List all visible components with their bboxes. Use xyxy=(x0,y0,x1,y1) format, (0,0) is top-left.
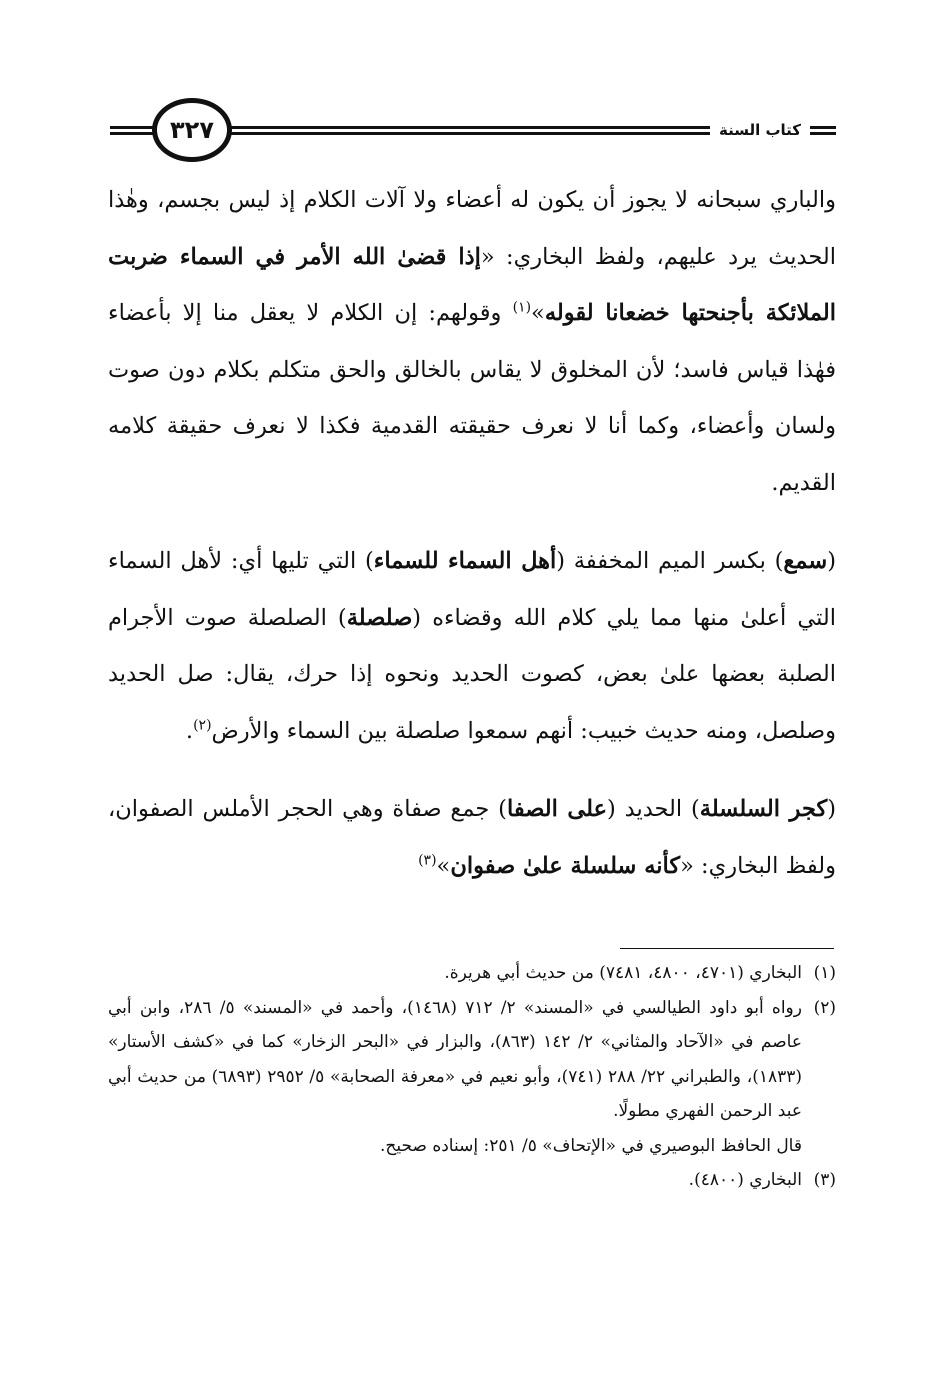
p1-hadith-quote: إذا قضىٰ الله الأمر في السماء ضربت الملائكة بأجنحتها خضعانا لقوله xyxy=(108,243,836,326)
p2-text-4: ) الصلصلة صوت الأجرام الصلبة بعضها علىٰ بعض، كصوت الحديد ونحوه إذا حرك، يقال: صل الحديد وصلصل، ومنه حديث خبيب: أنهم سمعوا صلصلة بين السماء والأرض xyxy=(108,604,836,744)
p3-text-1: ( xyxy=(827,796,836,822)
footnote-text: البخاري (٤٨٠٠). xyxy=(688,1170,802,1190)
p2-term-1: سمع xyxy=(783,548,828,574)
footnote-2 xyxy=(108,991,836,1129)
footnote-number: (١) xyxy=(813,963,836,983)
footnotes xyxy=(108,956,836,1198)
paragraph-3 xyxy=(108,781,836,894)
footnote-3 xyxy=(108,1163,836,1198)
p2-text-1: ( xyxy=(827,548,836,574)
running-title: كتاب السنة xyxy=(710,120,810,140)
header-rule-right xyxy=(226,126,744,135)
p3-text-2: ) الحديد ( xyxy=(607,796,700,822)
footnote-separator xyxy=(620,948,834,949)
p3-text-4: » xyxy=(436,852,451,879)
p2-term-3: صلصلة xyxy=(346,604,413,631)
p3-text-3: ) جمع صفاة وهي الحجر الأملس الصفوان، ولفظ البخاري: « xyxy=(108,796,836,879)
footnote-2-grading: قال الحافظ البوصيري في «الإتحاف» ٥/ ٢٥١: إسناده صحيح. xyxy=(380,1135,802,1156)
footnote-ref-2: (٢) xyxy=(193,717,212,733)
footnote-number: (٢) xyxy=(813,997,836,1018)
p2-text-3: ) التي تليها أي: لأهل السماء التي أعلىٰ منها مما يلي كلام الله وقضاءه ( xyxy=(108,548,837,631)
footnote-ref-3: (٣) xyxy=(418,852,437,868)
paragraph-1 xyxy=(108,172,836,511)
p2-text-5: . xyxy=(185,717,194,744)
footnote-text: البخاري (٤٧٠١، ٤٨٠٠، ٧٤٨١) من حديث أبي هريرة. xyxy=(444,963,802,983)
p2-text-2: ) بكسر الميم المخففة ( xyxy=(556,548,784,574)
p3-hadith-quote: كأنه سلسلة علىٰ صفوان xyxy=(450,852,681,879)
footnote-ref-1: (١) xyxy=(512,299,532,316)
p3-term-2: على الصفا xyxy=(506,796,607,822)
p2-term-2: أهل السماء للسماء xyxy=(373,548,557,574)
page-header xyxy=(110,96,836,166)
footnote-number: (٣) xyxy=(813,1170,836,1190)
p1-text-3: وقولهم: إن الكلام لا يعقل منا إلا بأعضاء فهٰذا قياس فاسد؛ لأن المخلوق لا يقاس بالخالق والحق متكلم بكلام دون صوت ولسان وأعضاء، وكما أنا لا نعرف حقيقته القدمية فكذا لا نعرف حقيقة كلامه القديم. xyxy=(108,300,836,496)
page-number-oval xyxy=(152,98,232,162)
main-text xyxy=(108,172,836,894)
p1-text-2: » xyxy=(531,300,545,326)
paragraph-2 xyxy=(108,533,836,759)
p3-term-1: كجر السلسلة xyxy=(699,796,828,822)
footnote-1 xyxy=(108,956,836,991)
footnote-text: رواه أبو داود الطيالسي في «المسند» ٢/ ٧١٢ (١٤٦٨)، وأحمد في «المسند» ٥/ ٢٨٦، وابن أبي عاصم في «الآحاد والمثاني» ٢/ ١٤٢ (٨٦٣)، والبزار في «البحر الزخار» كما في «كشف الأستار» (١٨٣٣)، والطبراني ٢٢/ ٢٨٨ (٧٤١)، وأبو نعيم في «معرفة الصحابة» ٥/ ٢٩٥٢ (٦٨٩٣) من حديث أبي عبد الرحمن الفهري مطولًا. xyxy=(108,997,803,1121)
p1-text-1: والباري سبحانه لا يجوز أن يكون له أعضاء ولا آلات الكلام إذ ليس بجسم، وهٰذا الحديث يرد عليهم، ولفظ البخاري: « xyxy=(108,187,836,270)
page-number: ٣٢٧ xyxy=(170,116,214,144)
